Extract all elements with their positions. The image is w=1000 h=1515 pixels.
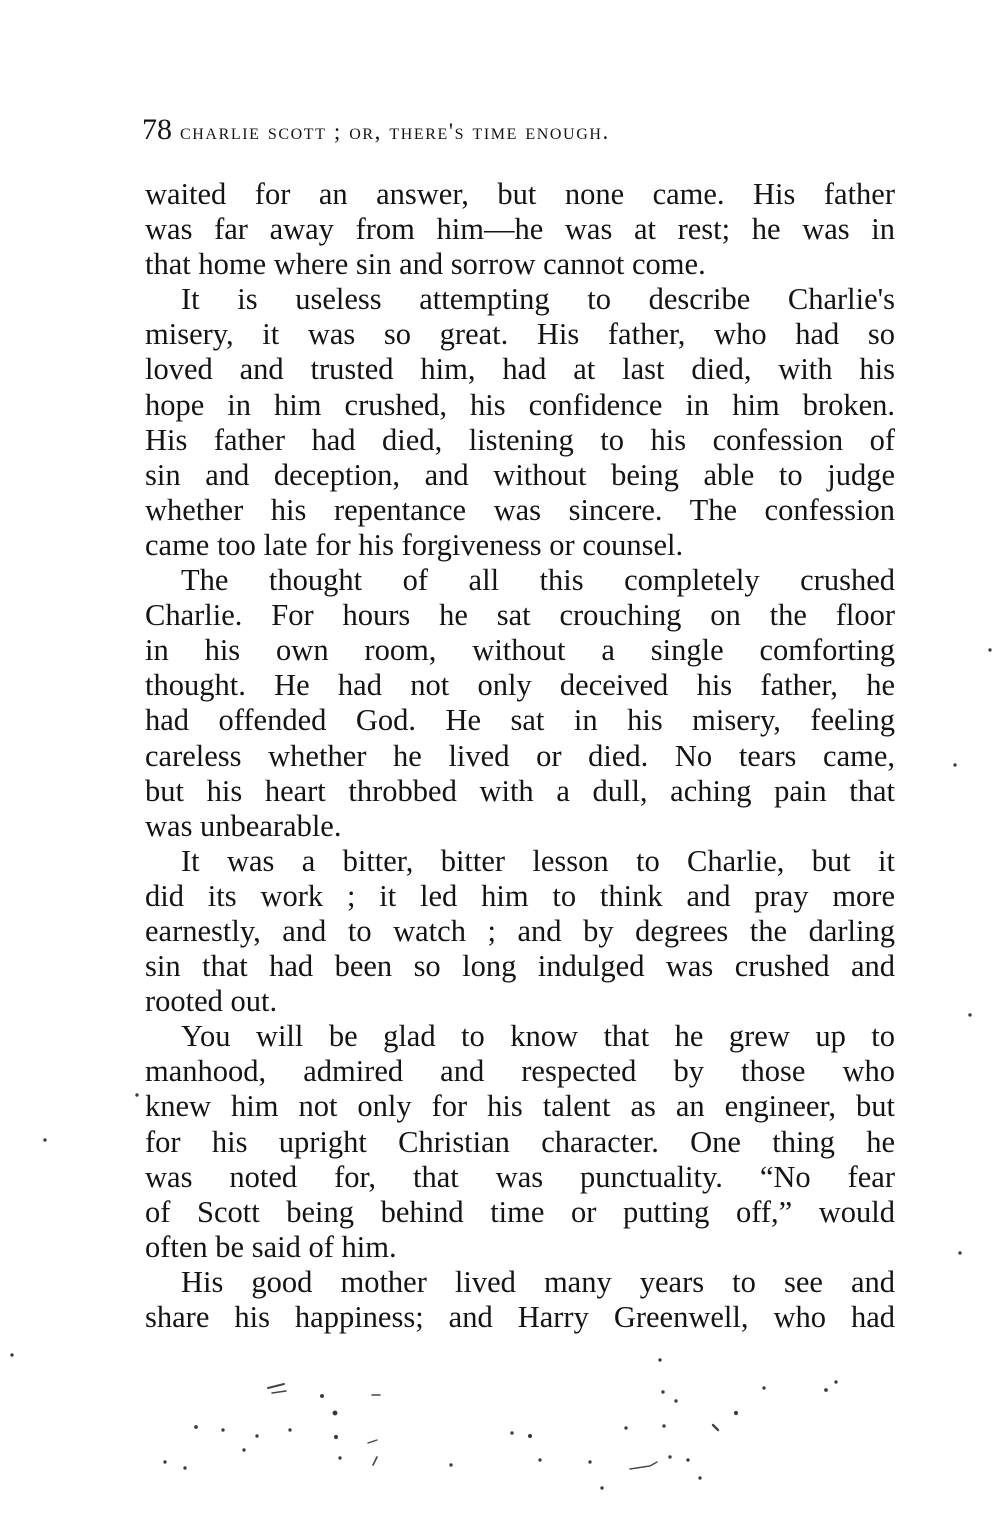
- paragraph-first-line: You will be glad to know that he grew up to: [181, 1019, 895, 1054]
- text-line: rooted out.: [145, 984, 278, 1019]
- text-line: knew him not only for his talent as an engineer, but: [145, 1089, 895, 1124]
- text-line: did its work ; it led him to think and pray more: [145, 878, 895, 913]
- text-line: waited for an answer, but none came. His father: [145, 177, 895, 211]
- text-line: was unbearable.: [145, 808, 342, 843]
- paragraph-first-line: The thought of all this completely crushed: [181, 563, 895, 598]
- text-line: careless whether he lived or died. No tears came,: [145, 738, 895, 773]
- paragraph-first-line: His good mother lived many years to see and: [181, 1264, 895, 1299]
- paragraph-first-line: It was a bitter, bitter lesson to Charlie, but it: [181, 843, 895, 878]
- text-line: earnestly, and to watch ; and by degrees the darling: [145, 913, 895, 948]
- text-line: loved and trusted him, had at last died, with his: [145, 352, 895, 387]
- body-text: [145, 177, 895, 1335]
- running-title: charlie scott ; or, there's time enough.: [180, 119, 610, 144]
- text-line: that home where sin and sorrow cannot come.: [145, 247, 706, 282]
- text-line: came too late for his forgiveness or counsel.: [145, 527, 684, 562]
- text-line: sin and deception, and without being able to judge: [145, 457, 895, 492]
- text-line: whether his repentance was sincere. The confession: [145, 492, 895, 527]
- running-head: [142, 110, 902, 150]
- text-line: had offended God. He sat in his misery, feeling: [145, 703, 895, 738]
- text-line: but his heart throbbed with a dull, aching pain that: [145, 773, 895, 808]
- text-line: of Scott being behind time or putting off,” would: [145, 1194, 895, 1229]
- text-line: was far away from him—he was at rest; he was in: [145, 212, 895, 247]
- text-line: hope in him crushed, his confidence in him broken.: [145, 387, 895, 422]
- text-line: His father had died, listening to his confession of: [145, 422, 895, 457]
- text-line: for his upright Christian character. One thing he: [145, 1124, 895, 1159]
- paragraph-first-line: It is useless attempting to describe Charlie's: [181, 282, 895, 317]
- text-line: in his own room, without a single comforting: [145, 633, 895, 668]
- text-line: misery, it was so great. His father, who had so: [145, 317, 895, 352]
- text-line: thought. He had not only deceived his father, he: [145, 668, 895, 703]
- text-line: manhood, admired and respected by those who: [145, 1054, 895, 1089]
- text-line: share his happiness; and Harry Greenwell, who had: [145, 1300, 895, 1334]
- page-number: 78: [142, 113, 172, 146]
- text-line: sin that had been so long indulged was crushed and: [145, 949, 895, 984]
- text-line: Charlie. For hours he sat crouching on the floor: [145, 598, 895, 633]
- text-line: was noted for, that was punctuality. “No fear: [145, 1159, 895, 1194]
- text-line: often be said of him.: [145, 1229, 397, 1264]
